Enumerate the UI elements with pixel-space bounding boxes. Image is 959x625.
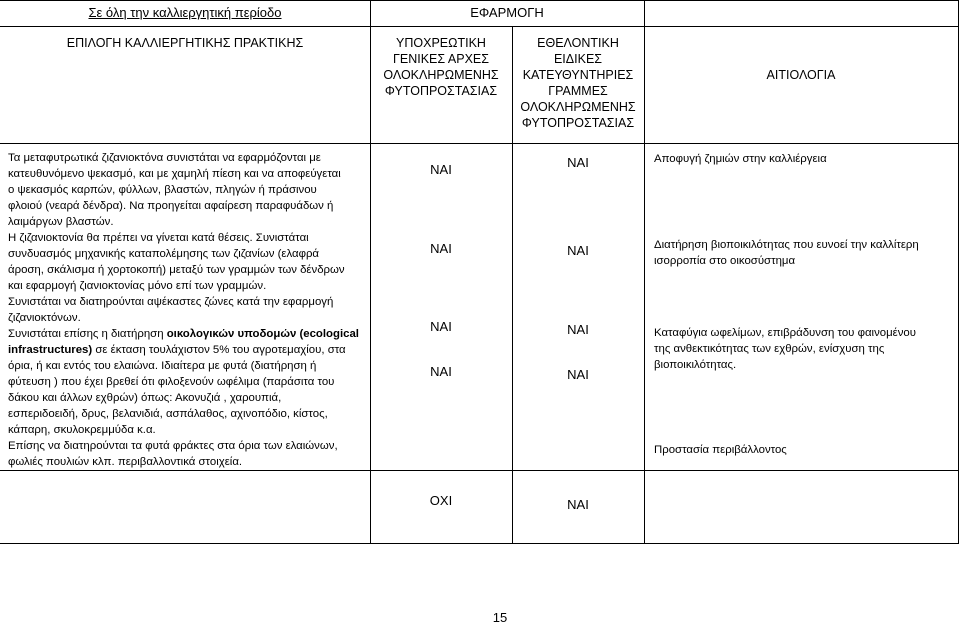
page-number: 15 [492, 610, 508, 625]
mandatory-answer-2: ΝΑΙ [430, 241, 452, 256]
period-title: Σε όλη την καλλιεργητική περίοδο [88, 5, 282, 20]
justification-3: Καταφύγια ωφελίμων, επιβράδυνση του φαινομένου της ανθεκτικότητας των εχθρών, ενίσχυση της βιοποικιλότητας. [654, 327, 917, 371]
justification-2: Διατήρηση βιοποικιλότητας που ευνοεί την καλλίτερη ισορροπία στο οικοσύστημα [654, 239, 919, 267]
voluntary-answer-3: ΝΑΙ [567, 322, 589, 337]
practice-column-header: ΕΠΙΛΟΓΗ ΚΑΛΛΙΕΡΓΗΤΙΚΗΣ ΠΡΑΚΤΙΚΗΣ [66, 36, 304, 50]
practice-description: Τα μεταφυτρωτικά ζιζανιοκτόνα συνιστάται να εφαρμόζονται με κατευθυνόμενο ψεκασμό, και με χαμηλή πίεση και να αποφεύγεται ο ψεκασμός καρπών, φύλλων, βλαστών, πληγών ή πράσινου φλοιού (νεαρά δένδρα). Να προηγείται αφαίρεση παραφυάδων ή λαιμάργων βλαστών. Η ζιζανιοκτονία θα πρέπει να γίνεται κατά θέσεις. Συνιστάται συνδυασμός μηχανικής καταπολέμησης των ζιζανίων (ελαφρά άροση, σκάλισμα ή χορτοκοπή) μεταξύ των γραμμών των δένδρων και εφαρμογή ζιανιοκτονίας μόνο επί των γραμμών. Συνιστάται να διατηρούνται αψέκαστες ζώνες κατά την εφαρμογή ζιζανιοκτόνων. Συνιστάται επίσης η διατήρηση οικολογικών υποδομών (ecological infrastructures) σε έκταση τουλάχιστον 5% του αγροτεμαχίου, στα όρια, ή και εντός του ελαιώνα. Ιδιαίτερα με φυτά (διατήρηση ή φύτευση ) που έχει βρεθεί ότι φιλοξενούν ωφέλιμα (παράσιτα του δάκου και άλλων εχθρών) όπως: Ακονυζιά , χαρουπιά, εσπεριδοειδή, δρυς, βελανιδιά, ασπάλαθος, αχινοπόδιο, κίστος, κάπαρη, σκυλοκρεμμύδα κ.α. Επίσης να διατηρούνται τα φυτά φράκτες στα όρια των ελαιώνων, φωλιές πουλιών κλπ. περιβαλλοντικά στοιχεία. [8, 152, 359, 468]
justification-1: Αποφυγή ζημιών στην καλλιέργεια [654, 153, 827, 165]
application-title: ΕΦΑΡΜΟΓΗ [470, 5, 544, 20]
table-border-top [0, 0, 959, 1]
header-divider-2 [0, 143, 959, 144]
voluntary-answer-2: ΝΑΙ [567, 243, 589, 258]
voluntary-answer-1: ΝΑΙ [567, 155, 589, 170]
voluntary-answer-4: ΝΑΙ [567, 367, 589, 382]
last-mandatory-answer: ΟΧΙ [429, 493, 453, 508]
mandatory-answer-4: ΝΑΙ [430, 364, 452, 379]
mandatory-answer-1: ΝΑΙ [430, 162, 452, 177]
justification-column-header: ΑΙΤΙΟΛΟΓΙΑ [766, 68, 836, 82]
mandatory-column-header: ΥΠΟΧΡΕΩΤΙΚΗ ΓΕΝΙΚΕΣ ΑΡΧΕΣ ΟΛΟΚΛΗΡΩΜΕΝΗΣ ΦΥΤΟΠΡΟΣΤΑΣΙΑΣ [383, 36, 499, 98]
last-voluntary-answer: ΝΑΙ [567, 497, 589, 512]
table-border-bottom [0, 543, 959, 544]
header-divider-1 [0, 26, 959, 27]
mandatory-answer-3: ΝΑΙ [430, 319, 452, 334]
justification-4: Προστασία περιβάλλοντος [654, 444, 787, 456]
voluntary-column-header: ΕΘΕΛΟΝΤΙΚΗ ΕΙΔΙΚΕΣ ΚΑΤΕΥΘΥΝΤΗΡΙΕΣ ΓΡΑΜΜΕΣ ΟΛΟΚΛΗΡΩΜΕΝΗΣ ΦΥΤΟΠΡΟΣΤΑΣΙΑΣ [520, 36, 636, 130]
row-divider-1 [0, 470, 959, 471]
